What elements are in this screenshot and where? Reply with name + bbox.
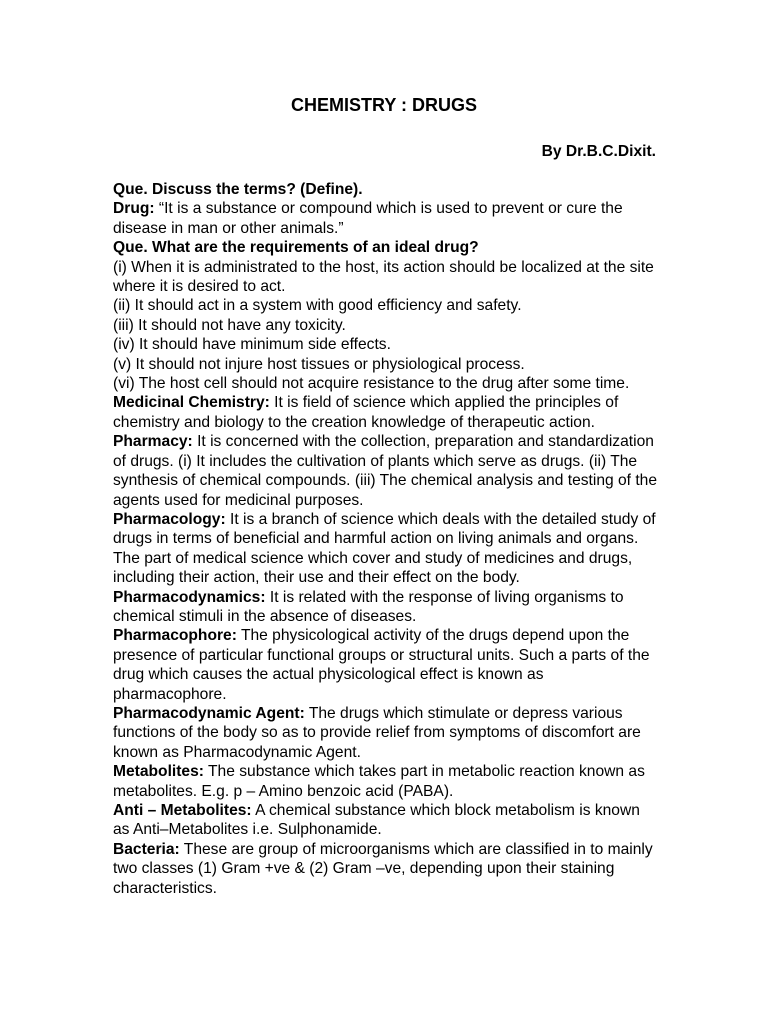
term: Pharmacy: xyxy=(113,433,193,451)
definition-text: These are group of microorganisms which are classified in to mainly two classes (1) Gram +ve & (2) Gram –ve, depending upon their staining characteristics. xyxy=(113,840,653,897)
page-title: CHEMISTRY : DRUGS xyxy=(290,95,477,115)
definition-text: The drugs which stimulate or depress various functions of the body so as to provide relief from symptoms of discomfort are known as Pharmacodynamic Agent. xyxy=(113,704,641,761)
list-item xyxy=(113,335,658,354)
term: Metabolites: xyxy=(113,763,204,781)
paragraph xyxy=(113,393,658,432)
paragraph xyxy=(113,626,658,704)
term: Pharmacophore: xyxy=(113,627,237,645)
author-byline: By Dr.B.C.Dixit. xyxy=(541,143,656,160)
list-item-text: (vi) The host cell should not acquire resistance to the drug after some time. xyxy=(113,375,630,393)
definition-text: It is concerned with the collection, preparation and standardization of drugs. (i) It includes the cultivation of plants which serve as drugs. (ii) The synthesis of chemical compounds. (iii) The chemical analysis and testing of the agents used for medicinal purposes. xyxy=(113,433,658,509)
paragraph xyxy=(113,432,658,510)
definition-text: It is field of science which applied the principles of chemistry and biology to the creation knowledge of therapeutic action. xyxy=(113,394,619,431)
definition-text: “It is a substance or compound which is used to prevent or cure the disease in man or other animals.” xyxy=(113,200,623,237)
definition-text: It is a branch of science which deals with the detailed study of drugs in terms of beneficial and harmful action on living animals and organs. The part of medical science which cover and study of medicines and drugs, including their action, their use and their effect on the body. xyxy=(113,510,656,587)
list-item xyxy=(113,258,658,297)
term: Que. Discuss the terms? (Define). xyxy=(113,181,363,198)
paragraph xyxy=(113,801,658,840)
list-item-text: (iii) It should not have any toxicity. xyxy=(113,316,346,334)
list-item xyxy=(113,296,658,315)
paragraph xyxy=(113,180,658,199)
definition-text: The physicological activity of the drugs depend upon the presence of particular functional groups or structural units. Such a parts of the drug which causes the actual physicological effect is known as pharmacophore. xyxy=(113,627,650,703)
paragraph xyxy=(113,510,658,588)
list-item-text: (ii) It should act in a system with good efficiency and safety. xyxy=(113,297,522,315)
document-body xyxy=(113,180,658,898)
term: Anti – Metabolites: xyxy=(113,802,252,819)
list-item xyxy=(113,355,658,374)
list-item-text: (i) When it is administrated to the host, its action should be localized at the site where it is desired to act. xyxy=(113,258,654,296)
list-item-text: (v) It should not injure host tissues or physiological process. xyxy=(113,355,525,373)
term: Medicinal Chemistry: xyxy=(113,394,270,412)
term: Pharmacodynamics: xyxy=(113,588,266,606)
term: Bacteria: xyxy=(113,840,180,858)
paragraph xyxy=(113,840,658,898)
term: Pharmacology: xyxy=(113,510,226,528)
paragraph xyxy=(113,588,658,627)
term: Drug: xyxy=(113,200,155,218)
list-item-text: (iv) It should have minimum side effects. xyxy=(113,336,391,354)
list-item xyxy=(113,316,658,335)
definition-text: The substance which takes part in metabolic reaction known as metabolites. E.g. p – Amino benzoic acid (PABA). xyxy=(113,763,645,800)
definition-text: A chemical substance which block metabolism is known as Anti–Metabolites i.e. Sulphonamide. xyxy=(113,802,640,839)
paragraph xyxy=(113,762,658,801)
definition-text: It is related with the response of living organisms to chemical stimuli in the absence of diseases. xyxy=(113,588,624,625)
paragraph xyxy=(113,238,658,257)
term: Pharmacodynamic Agent: xyxy=(113,704,305,722)
paragraph xyxy=(113,704,658,762)
term: Que. What are the requirements of an ideal drug? xyxy=(113,239,479,257)
paragraph xyxy=(113,199,658,238)
list-item xyxy=(113,374,658,393)
